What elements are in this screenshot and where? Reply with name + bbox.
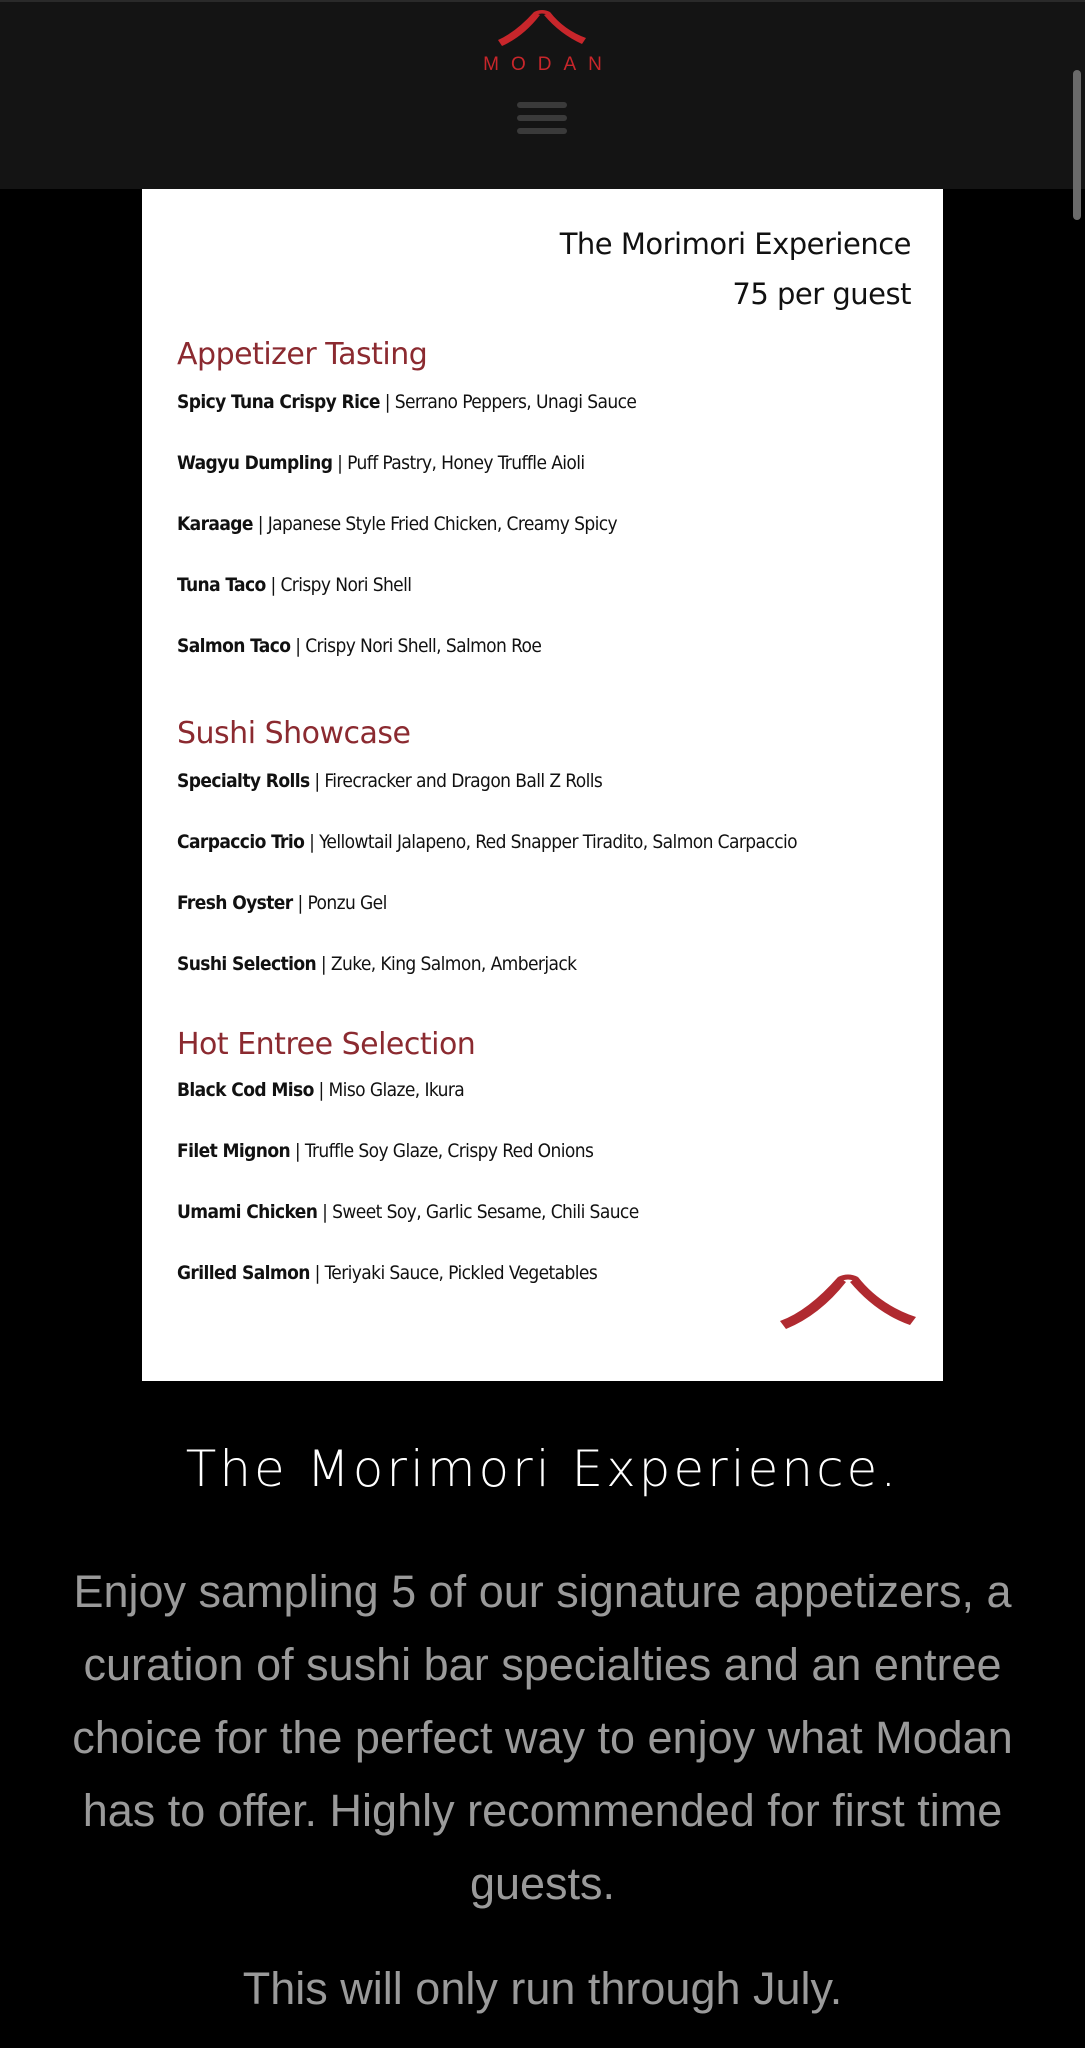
experience-heading: The Morimori Experience. bbox=[185, 1440, 900, 1498]
item-desc: | Miso Glaze, Ikura bbox=[313, 1079, 465, 1101]
item-desc: | Teriyaki Sauce, Pickled Vegetables bbox=[309, 1262, 598, 1284]
menu-item bbox=[177, 574, 411, 596]
menu-item bbox=[177, 391, 636, 413]
item-desc: | Puff Pastry, Honey Truffle Aioli bbox=[332, 452, 585, 474]
modan-logo-icon[interactable] bbox=[494, 6, 590, 48]
item-name: Carpaccio Trio bbox=[177, 831, 305, 853]
menu-item bbox=[177, 770, 602, 792]
item-desc: | Yellowtail Jalapeno, Red Snapper Tiradito, Salmon Carpaccio bbox=[304, 831, 798, 853]
item-name: Salmon Taco bbox=[177, 635, 291, 657]
card-title-line: The Morimori Experience bbox=[559, 227, 911, 261]
item-desc: | Crispy Nori Shell bbox=[265, 574, 412, 596]
menu-item bbox=[177, 831, 797, 853]
experience-description: Enjoy sampling 5 of our signature appetizers, a curation of sushi bar specialties and an entree choice for the perfect way to enjoy what Modan has to offer. Highly recommended for first time guests. bbox=[72, 1566, 1013, 1909]
menu-item bbox=[177, 953, 576, 975]
card-price: 75 per guest bbox=[732, 277, 911, 311]
menu-item bbox=[177, 1140, 593, 1162]
site-header bbox=[0, 0, 1085, 189]
item-name: Black Cod Miso bbox=[177, 1079, 314, 1101]
menu-item bbox=[177, 1201, 639, 1223]
menu-item bbox=[177, 892, 387, 914]
menu-item bbox=[177, 635, 541, 657]
section-title-sushi: Sushi Showcase bbox=[177, 716, 411, 751]
section-title-appetizer: Appetizer Tasting bbox=[177, 337, 428, 372]
menu-bar bbox=[517, 115, 567, 121]
hamburger-menu-icon[interactable] bbox=[505, 94, 579, 154]
item-desc: | Serrano Peppers, Unagi Sauce bbox=[379, 391, 637, 413]
item-desc: | Sweet Soy, Garlic Sesame, Chili Sauce bbox=[317, 1201, 639, 1223]
item-name: Grilled Salmon bbox=[177, 1262, 310, 1284]
item-name: Spicy Tuna Crispy Rice bbox=[177, 391, 380, 413]
modan-logo-icon bbox=[778, 1271, 918, 1331]
item-desc: | Zuke, King Salmon, Amberjack bbox=[316, 953, 577, 975]
item-name: Karaage bbox=[177, 513, 253, 535]
item-name: Tuna Taco bbox=[177, 574, 266, 596]
menu-card-image bbox=[142, 189, 943, 1381]
item-name: Sushi Selection bbox=[177, 953, 317, 975]
item-desc: | Ponzu Gel bbox=[292, 892, 387, 914]
item-name: Umami Chicken bbox=[177, 1201, 318, 1223]
section-title-entree: Hot Entree Selection bbox=[177, 1027, 476, 1062]
menu-item bbox=[177, 452, 585, 474]
item-name: Wagyu Dumpling bbox=[177, 452, 333, 474]
menu-item bbox=[177, 513, 617, 535]
logo-wordmark[interactable]: MODAN bbox=[483, 54, 614, 75]
experience-note: This will only run through July. bbox=[242, 1963, 843, 2014]
item-desc: | Truffle Soy Glaze, Crispy Red Onions bbox=[290, 1140, 594, 1162]
card-title bbox=[560, 219, 911, 319]
menu-bar bbox=[517, 102, 567, 108]
item-desc: | Firecracker and Dragon Ball Z Rolls bbox=[309, 770, 603, 792]
menu-item bbox=[177, 1262, 597, 1284]
item-name: Fresh Oyster bbox=[177, 892, 293, 914]
item-name: Filet Mignon bbox=[177, 1140, 291, 1162]
item-desc: | Crispy Nori Shell, Salmon Roe bbox=[290, 635, 542, 657]
menu-item bbox=[177, 1079, 464, 1101]
item-desc: | Japanese Style Fried Chicken, Creamy Spicy bbox=[252, 513, 618, 535]
menu-bar bbox=[517, 128, 567, 134]
scrollbar-thumb[interactable] bbox=[1073, 70, 1081, 220]
item-name: Specialty Rolls bbox=[177, 770, 310, 792]
